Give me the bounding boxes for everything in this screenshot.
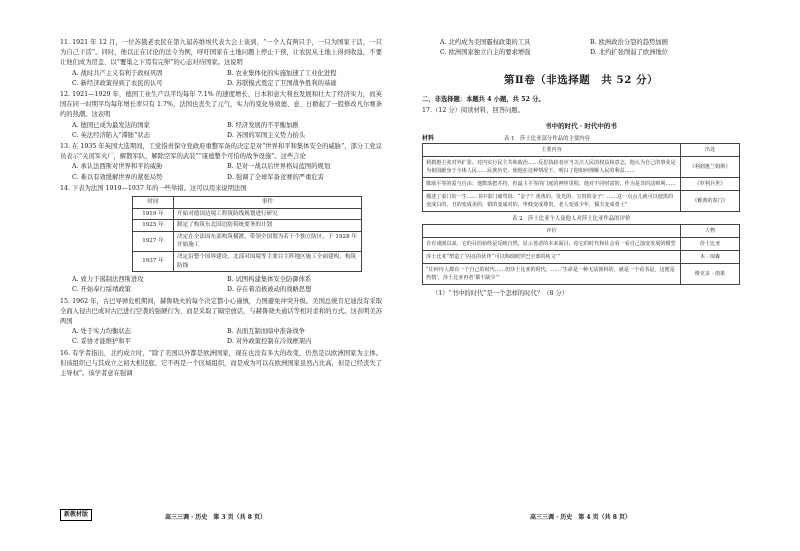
q15-option-b[interactable]: B. 表面互制而暗中准备战争: [227, 328, 305, 336]
table-cell-evaluation: 自有戏剧以来，它的目的始终是反映自然，显示善恶的本来面目，给它的时代和社会看一看自己演变发展的模型: [423, 237, 681, 250]
q11-option-c[interactable]: C. 新经济政策得到了农民的认可: [72, 79, 163, 87]
table-row: [423, 156, 740, 177]
q16-option-b[interactable]: B. 欧洲政治分裂的趋势加剧: [590, 39, 668, 46]
q13-option-c[interactable]: C. 难以有效缓解世界的紧张局势: [72, 173, 163, 181]
table-row: [423, 237, 740, 250]
q12-option-a[interactable]: A. 德国已成为最发达的国家: [72, 121, 150, 129]
table-header-cell: 出处: [681, 143, 740, 156]
question-12-options: [72, 121, 382, 141]
q13-option-b[interactable]: B. 是对一战以后世界格局蓝图的规划: [227, 163, 331, 171]
question-11-stem: 11. 1921 年 12 月，一位苏俄老农民在第九届苏维埃代表大会上谈到，“一个人有两只手，一只为国家干活，一只为自己干活”。同时，他以正在讨论的法令为例，呼吁国家在土地问题上停止干预，让农民从土地上得到收益，不要让他们成为房盖、以“覆巢之下焉有完卵”的心态对待国家。这说明: [60, 39, 382, 67]
table-cell-year: 1925 年: [133, 220, 174, 232]
table-header-row: [423, 224, 740, 237]
question-17-intro: 17.（12 分）阅读材料，回答问题。: [422, 106, 524, 114]
table-cell-source: 《雅典的泰门》: [681, 190, 740, 211]
table-cell-event: 决定沿整个国界建设，北部对国境等主要目主阵地区施工全面建构，构筑防线: [174, 252, 362, 272]
table-row: [423, 250, 740, 263]
q15-option-c[interactable]: C. 妥协才能维护和平: [72, 338, 131, 346]
q12-option-b[interactable]: B. 经济发展的不平衡加剧: [227, 121, 299, 129]
table-cell-evaluation: “往何诗人都有一个自己的时代……但莎士比亚的时代，……‘生命是一种无法预料的，就是一个看书是，这便是热情’，莎士比亚再者‘都不缺少’”: [423, 263, 681, 284]
question-14-stem: 14. 下表为法国 1919—1937 年的一些举措。这可以用来说明法国: [60, 184, 247, 192]
question-14-options: [72, 275, 382, 295]
q12-option-d[interactable]: D. 各国的军国主义势力抬头: [227, 131, 306, 139]
question-13-stem: 13. 在 1935 年英国大选期间，工党指责保守党政府重整军备的决定是对“世界和平和集体安全的威胁”，部分工党议员表示“关闭军火厂，解散军队，解除空军的武装”“康德整个可怕的战争设施”。这些言论: [60, 143, 382, 161]
table-cell-year: 1937 年: [133, 252, 174, 272]
table-cell-source: 《罗利兵世》: [681, 177, 740, 190]
q11-option-d[interactable]: D. 苏联模式奠定了卫国战争胜利的基础: [227, 79, 337, 87]
page-4: [400, 0, 800, 551]
question-13-options: [72, 162, 382, 182]
table-row: [133, 231, 362, 251]
table-cell-source: 《利刹惠兰姆斯》: [681, 156, 740, 177]
table-cell-event: 开始对德国边境工程筑防线规划进行研究: [174, 208, 362, 220]
table-row: [423, 263, 740, 284]
table-cell-event: 决定在全法国东部构筑横渡，带领全国划为若干个独立防区，于 1928 年开始施工: [174, 231, 362, 251]
section-intro: 二、非选择题：本题共 4 小题，共 52 分。: [422, 96, 545, 104]
table-row: [133, 208, 362, 220]
page-footer: 高三三调 · 历史 第 4 页（共 8 页）: [530, 514, 631, 521]
table-2-caption: 表 2 莎士比亚个人及他人对莎士比亚作品的评价: [512, 215, 631, 222]
q14-option-d[interactable]: D. 存在着消极被动的战略思想: [227, 286, 312, 294]
table-row: [133, 252, 362, 272]
q13-option-d[interactable]: D. 强调了全球军备竞赛的严重危害: [227, 173, 324, 181]
table-cell-content: 描述了泰门的一生……书中泰门痛骂说：“金子？黄黄的、发光的、宝贵的金子！……这一点点儿就可以使黑的变成白的，丑的变成美的，错的变成对的，卑贱变成尊贵，老人变成少年，懦夫变成勇士”: [423, 190, 681, 211]
q16-option-c[interactable]: C. 欧洲国家独立自主的要求增强: [440, 49, 531, 57]
table-1-caption: 表 1 莎士比亚部分作品的主要内容: [504, 135, 591, 142]
document-title: 书中的时代 · 时代中的书: [545, 121, 617, 130]
question-15-stem: 15. 1962 年，古巴导弹危机期间，赫鲁晓夫的每个决定都小心谨慎，力图避免冲突升级。美国总统肯尼迪没有采取全面入侵古巴或对古巴进行空袭的强硬行为，而是采取了隔空放话，与赫鲁晓夫通话等相对柔和的方式。这表明美苏两国: [60, 297, 382, 326]
q16-option-d[interactable]: D. 北约扩张削弱了欧洲地位: [590, 49, 669, 57]
page-footer: 高三三调 · 历史 第 3 页（共 8 页）: [165, 514, 266, 521]
table-header-row: [423, 143, 740, 156]
material-header: [422, 132, 740, 143]
q16-option-a[interactable]: A. 北约成为美国霸权政策的工具: [440, 39, 531, 46]
table-header-cell: 事件: [174, 197, 362, 209]
q12-option-c[interactable]: C. 英法经济陷入“滞胀”状态: [72, 131, 151, 139]
table-header-cell: 人物: [681, 224, 740, 237]
table-header-row: [133, 197, 362, 209]
material-label: 材料: [422, 134, 435, 142]
table-header-cell: 评价: [423, 224, 681, 237]
table-header-cell: 主要内容: [423, 143, 681, 156]
q11-option-a[interactable]: A. 战时共产主义有利于政权巩固: [72, 69, 163, 77]
q15-option-d[interactable]: D. 对外政策控制在冷战框架内: [227, 338, 312, 346]
question-16-stem: 16. 有学者指出，北约成立时，“除了美国以外都是欧洲国家，现在也没有多大的改变，仍然是以欧洲国家为主体。但该组织已与其成立之初大相径庭，它不再是一个区域组织，而是成为可以在欧洲国家虽然占比高，但是已经丧失了主导权”。该学者意在强调: [60, 349, 382, 378]
table-cell-content: 利刹惠主张对外扩张、对内实行民主共和政治……反思执政者应当关注人民的权益和意志，他认为自己的事业是为祖国献身于全体人民……民族历史、使他在这种情况下，明白了他如何理解人民的利益……: [423, 156, 681, 177]
table-header-cell: 时间: [133, 197, 174, 209]
q11-option-b[interactable]: B. 农业集体化的实施加速了工业化进程: [227, 69, 337, 77]
section-title: 第Ⅱ卷（非选择题 共 52 分）: [503, 74, 659, 87]
table-row: [423, 190, 740, 211]
question-14-table: [132, 196, 362, 272]
q15-option-a[interactable]: A. 处于实力均衡状态: [72, 328, 131, 336]
table-cell-content: 歌颂平等的爱与自由；他数落把并持，但最主平等的门庭的神怪里程，他对不同财富的，作为是非的法则利……: [423, 177, 681, 190]
q14-option-c[interactable]: C. 开始奉行绥靖政策: [72, 286, 131, 294]
q14-option-a[interactable]: A. 致力于遏制法西斯进攻: [72, 276, 144, 284]
q14-option-b[interactable]: B. 试图构建集体安全防御体系: [227, 276, 312, 284]
question-16-options: [440, 38, 740, 58]
q13-option-a[interactable]: A. 承认法西斯对世界和平的威胁: [72, 163, 163, 171]
table-2: [422, 224, 740, 285]
table-cell-year: 1919 年: [133, 208, 174, 220]
table-cell-year: 1927 年: [133, 231, 174, 251]
table-row: [423, 177, 740, 190]
table-row: [133, 220, 362, 232]
table-cell-person: 维克多 · 雨果: [681, 263, 740, 284]
question-12-stem: 12. 1921—1929 年，德国工业生产以平均每年 7.1% 的速度增长，日本和意大利也发展和壮大了经济实力，而英国在同一时期平均每年增长率只有 1.7%，法国也丧失了元气，实力的变化导致德、意、日掀起了一股修改凡尔赛条约的热潮。这表明: [60, 91, 382, 119]
edition-badge: 新教材版: [60, 509, 92, 521]
table-cell-person: 本 · 琼森: [681, 250, 740, 263]
table-cell-evaluation: 莎士比亚“塑造了‘闪亮的伙伴’‘可以称颂欧罗巴全部的纯文’”: [423, 250, 681, 263]
question-15-options: [72, 327, 382, 347]
question-17-sub1: （1）“书中的时代”是一个怎样的时代？（8 分）: [432, 289, 569, 297]
table-cell-person: 莎士比亚: [681, 237, 740, 250]
table-cell-event: 制定了构筑东北国边防筑统要务的计划: [174, 220, 362, 232]
table-1: [422, 143, 740, 212]
question-11-options: [72, 69, 382, 89]
